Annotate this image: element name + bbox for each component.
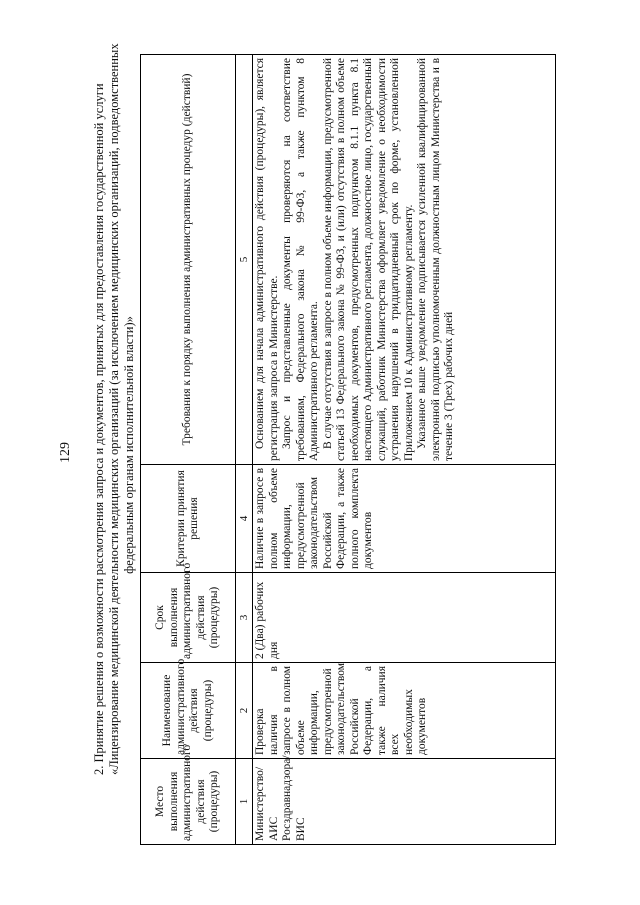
column-number: 3 [236, 573, 253, 663]
cell-term: 2 (Два) рабочих дня [253, 573, 556, 663]
column-number-row [236, 55, 253, 845]
header-place: Место выполнения административного действия (процедуры) [141, 759, 236, 845]
heading-line-3: федеральным органам исполнительной власти)» [122, 316, 136, 574]
heading-line-2: «Лицензирование медицинской деятельности медицинских организаций (за исключением медицинских организаций, подведомственных [107, 43, 121, 775]
heading-line-1: 2. Принятие решения о возможности рассмотрения запроса и документов, принятых для предоставления государственной услуги [92, 83, 106, 775]
header-action: Наименование административного действия (процедуры) [141, 663, 236, 759]
cell-action: Проверка наличия в запросе в полном объеме информации, предусмотренной законодательством Российской Федерации, а также наличия всех необходимых документов [253, 663, 556, 759]
page-number: 129 [58, 442, 73, 463]
cell-requirements [253, 55, 556, 465]
table-row [253, 55, 556, 845]
header-requirements: Требования к порядку выполнения административных процедур (действий) [141, 55, 236, 465]
section-heading [92, 43, 137, 775]
requirement-paragraph: В случае отсутствия в запросе в полном объеме информации, предусмотренной статьей 13 Федерального закона № 99-ФЗ, и (или) отсутствия в полном объеме необходимых документов, предусмотренных подпунктом 8.1.1 пункта 8.1 настоящего Административного регламента, должностное лицо, государственный служащий, работник Министерства оформляет уведомление о необходимости устранения нарушений в тридцатидневный срок по форме, установленной Приложением 10 к Административному регламенту. [321, 57, 415, 461]
column-number: 5 [236, 55, 253, 465]
requirement-paragraph: Запрос и представленные документы проверяются на соответствие требованиям, Федерального закона № 99-ФЗ, а также пунктом 8 Административного регламента. [281, 58, 320, 461]
header-criteria: Критерии принятия решения [141, 465, 236, 573]
header-term: Срок выполнения административного действия (процедуры) [141, 573, 236, 663]
requirement-paragraph: Основанием для начала административного действия (процедуры), является регистрация запроса в Министерстве. [254, 58, 280, 461]
requirement-paragraph: Указанное выше уведомление подписывается усиленной квалифицированной электронной подписью уполномоченным должностным лицом Министерства и в течение 3 (Трех) рабочих дней [416, 58, 455, 461]
cell-place: Министерство/ АИС Росздравнадзора/ ВИС [253, 759, 556, 845]
column-number: 4 [236, 465, 253, 573]
column-number: 1 [236, 759, 253, 845]
cell-criteria: Наличие в запросе в полном объеме информации, предусмотренной законодательством Российской Федерации, а также полного комплекта документов [253, 465, 556, 573]
column-number: 2 [236, 663, 253, 759]
procedure-table [140, 54, 556, 845]
table-header-row [141, 55, 236, 845]
